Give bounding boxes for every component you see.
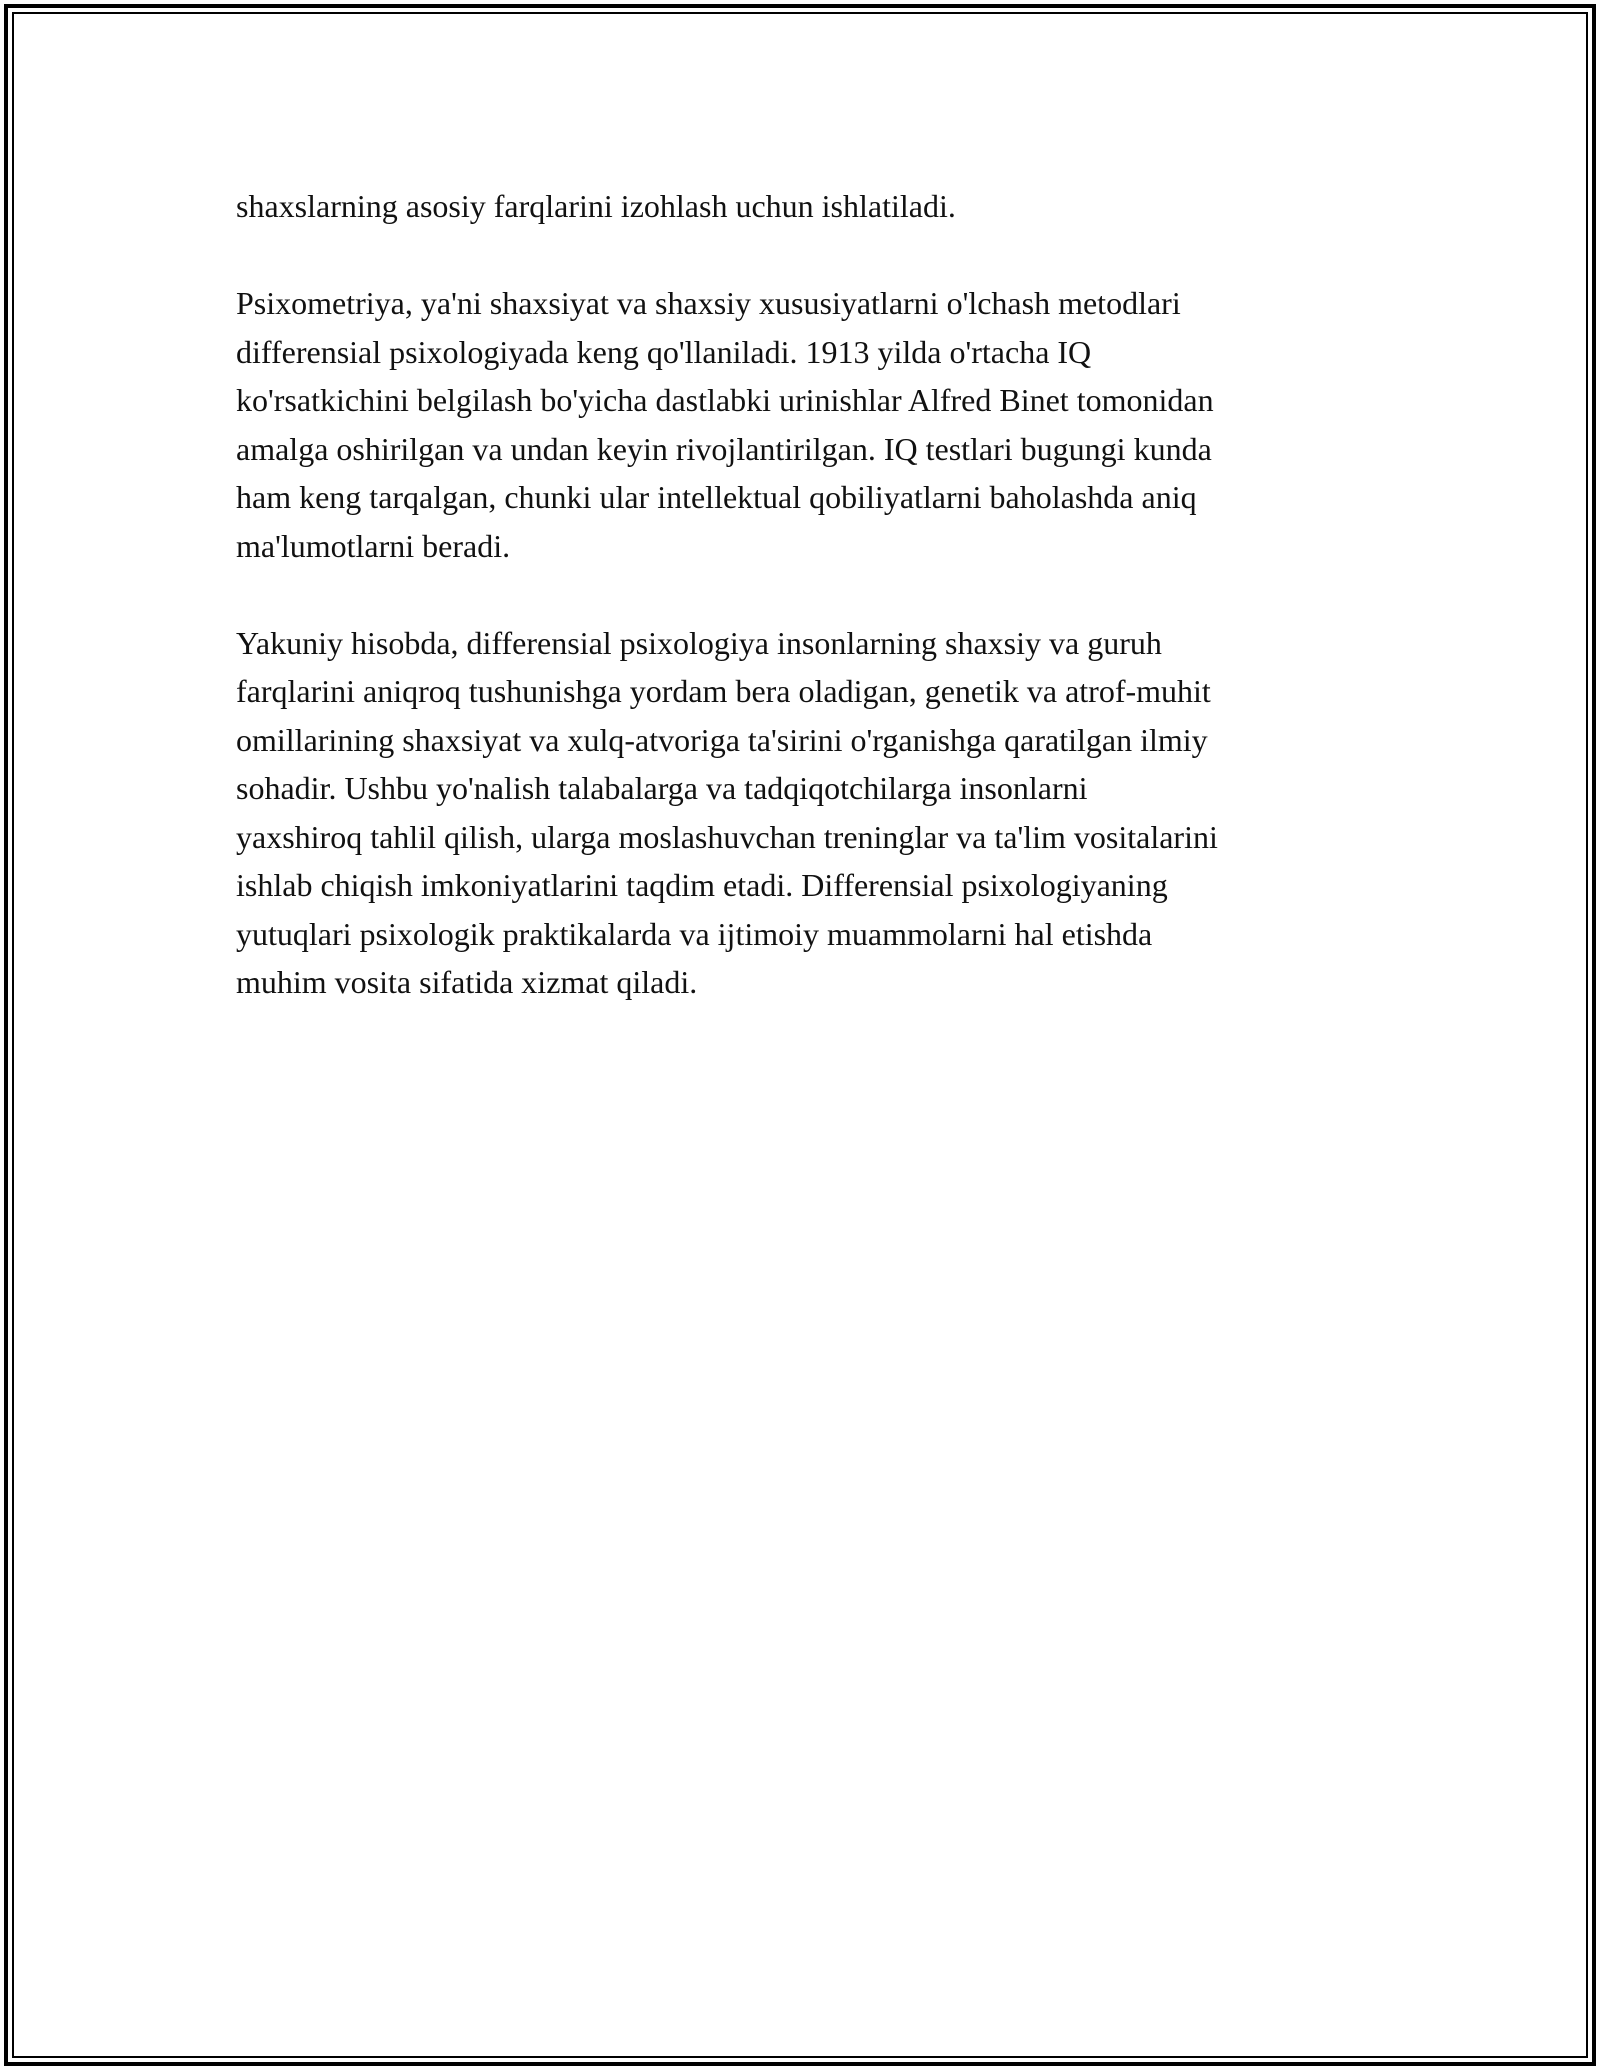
text-line: ma'lumotlarni beradi.: [236, 527, 511, 564]
text-line: sohadir. Ushbu yo'nalish talabalarga va tadqiqotchilarga insonlarni: [236, 770, 1088, 806]
text-line: shaxslarning asosiy farqlarini izohlash uchun ishlatiladi.: [236, 188, 956, 224]
document-body: [236, 182, 1376, 1055]
text-line: amalga oshirilgan va undan keyin rivojlantirilgan. IQ testlari bugungi kunda: [236, 430, 1212, 467]
paragraph-2: [236, 279, 1376, 570]
text-line: Yakuniy hisobda, differensial psixologiya insonlarning shaxsiy va guruh: [236, 624, 1162, 661]
text-line: ham keng tarqalgan, chunki ular intellektual qobiliyatlarni baholashda aniq: [236, 479, 1197, 515]
text-line: Psixometriya, ya'ni shaxsiyat va shaxsiy xususiyatlarni o'lchash metodlari: [236, 285, 1181, 321]
text-line: omillarining shaxsiyat va xulq-atvoriga ta'sirini o'rganishga qaratilgan ilmiy: [236, 721, 1208, 758]
text-line: differensial psixologiyada keng qo'llaniladi. 1913 yilda o'rtacha IQ: [236, 333, 1092, 370]
paragraph-1: [236, 182, 1376, 231]
text-line: ishlab chiqish imkoniyatlarini taqdim etadi. Differensial psixologiyaning: [236, 867, 1168, 903]
text-line: muhim vosita sifatida xizmat qiladi.: [236, 964, 698, 1000]
text-line: ko'rsatkichini belgilash bo'yicha dastlabki urinishlar Alfred Binet tomonidan: [236, 382, 1214, 418]
paragraph-3: [236, 619, 1376, 1007]
text-line: yutuqlari psixologik praktikalarda va ijtimoiy muammolarni hal etishda: [236, 915, 1153, 952]
text-line: farqlarini aniqroq tushunishga yordam bera oladigan, genetik va atrof-muhit: [236, 673, 1211, 709]
text-line: yaxshiroq tahlil qilish, ularga moslashuvchan treninglar va ta'lim vositalarini: [236, 818, 1218, 855]
